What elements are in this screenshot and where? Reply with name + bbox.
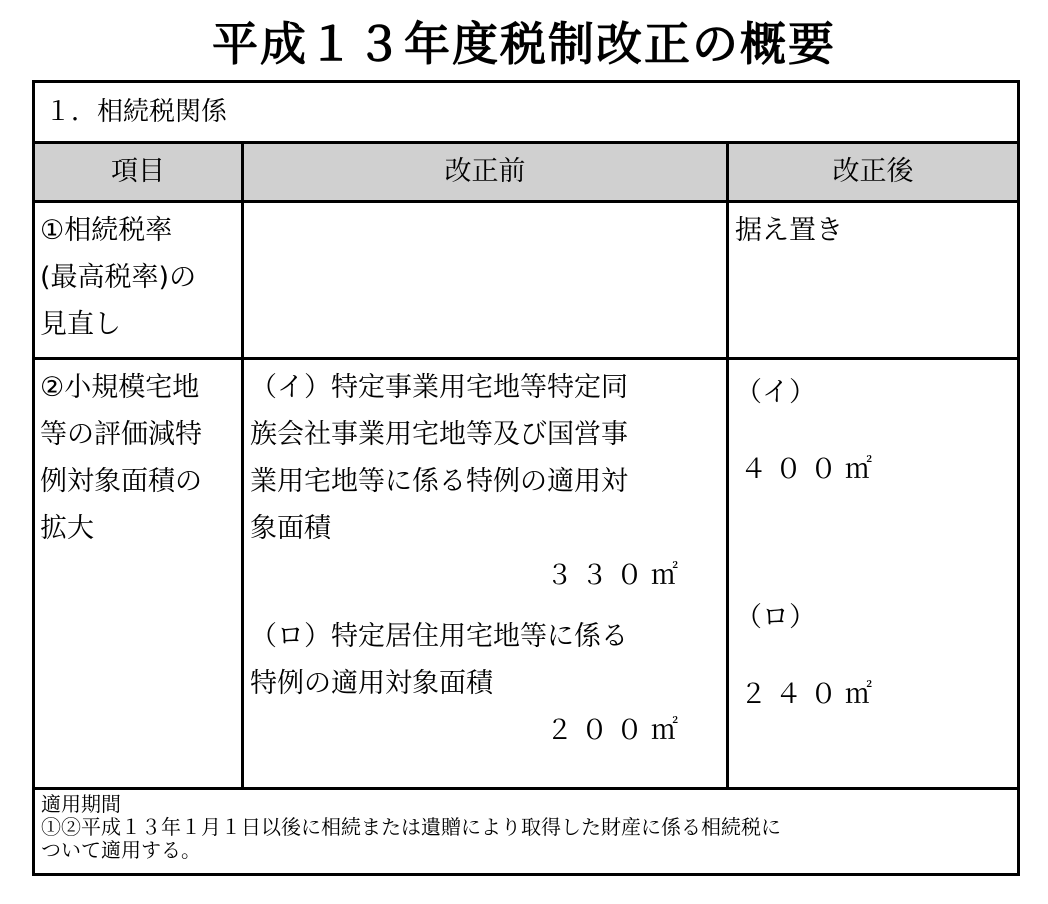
note-line: ついて適用する。 [41, 838, 201, 862]
before-a-line: 業用宅地等に係る特例の適用対 [250, 466, 628, 497]
row-divider [35, 357, 1017, 360]
before-b-amount: ２００㎡ [546, 715, 686, 746]
after-text: 据え置き [735, 215, 843, 246]
item-line: 拡大 [40, 513, 94, 544]
before-a-amount: ３３０㎡ [546, 560, 686, 591]
table-row-1-after [735, 207, 1015, 254]
note-line: ①②平成１３年１月１日以後に相続または遺贈により取得した財産に係る相続税に [41, 815, 781, 839]
after-a-label: （イ） [735, 377, 816, 408]
table-header-row [35, 144, 1017, 203]
item-line: ①相続税率 [40, 215, 173, 246]
note-heading: 適用期間 [41, 792, 121, 816]
after-b-label: （ロ） [735, 602, 816, 633]
summary-table [32, 80, 1020, 876]
header-after-revision: 改正後 [832, 156, 914, 187]
column-divider [241, 144, 244, 787]
table-row-2-item [40, 364, 240, 552]
table-row-2-before [250, 364, 690, 754]
header-before-revision: 改正前 [444, 156, 526, 187]
column-divider [726, 144, 729, 787]
after-b-amount: ２４０㎡ [740, 679, 880, 710]
item-line: ②小規模宅地 [40, 372, 200, 403]
item-line: (最高税率)の [40, 262, 197, 293]
item-line: 例対象面積の [40, 466, 202, 497]
before-a-line: 族会社事業用宅地等及び国営事 [250, 419, 628, 450]
after-a-amount: ４００㎡ [740, 454, 880, 485]
before-b-line: （ロ）特定居住用宅地等に係る [250, 621, 628, 652]
spacer [250, 599, 690, 613]
table-row-1-item [40, 207, 240, 348]
item-line: 見直し [40, 309, 121, 340]
item-line: 等の評価減特 [40, 419, 202, 450]
row-divider [35, 787, 1017, 790]
before-a-line: （イ）特定事業用宅地等特定同 [250, 372, 628, 403]
before-b-line: 特例の適用対象面積 [250, 668, 493, 699]
before-a-line: 象面積 [250, 513, 331, 544]
header-item: 項目 [111, 156, 165, 187]
document-title: 平成１３年度税制改正の概要 [212, 17, 836, 71]
section-heading: １．相続税関係 [35, 83, 1017, 144]
applicable-period-note [41, 793, 1011, 862]
